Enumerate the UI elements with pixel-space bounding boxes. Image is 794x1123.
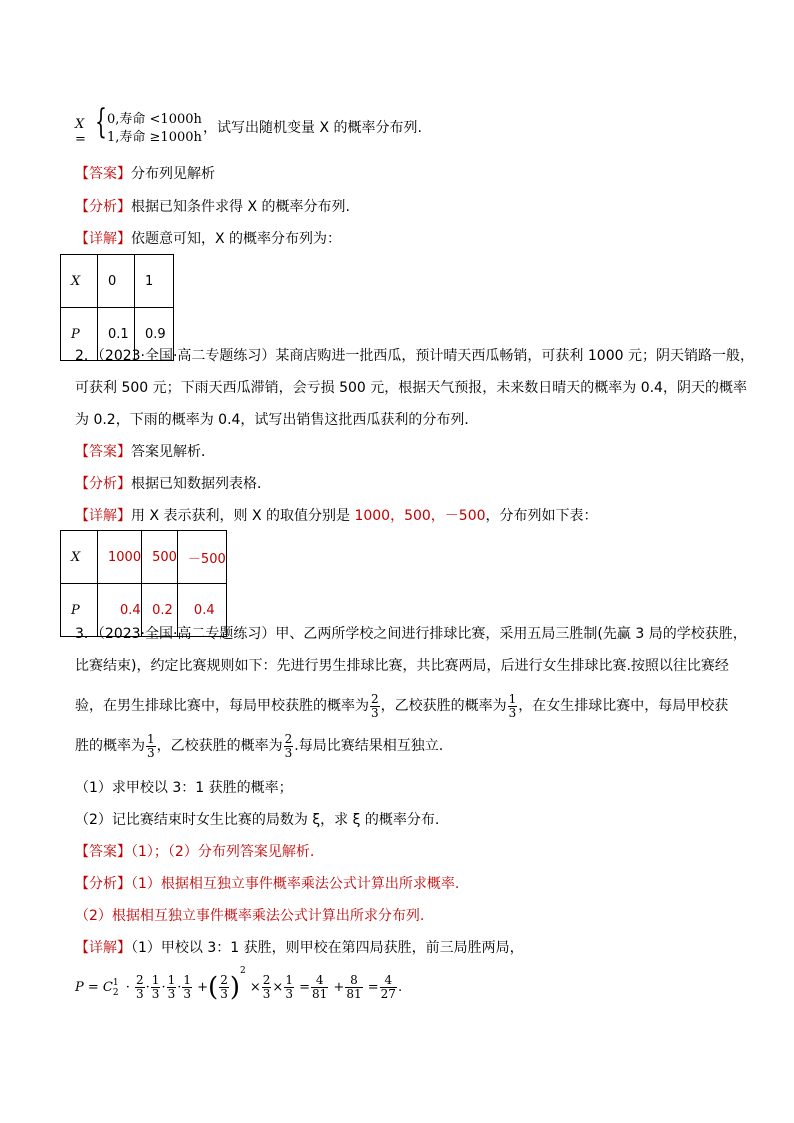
- analysis-text: （1）根据相互独立事件概率乘法公式计算出所求概率.: [131, 876, 460, 892]
- stem-text: .每局比赛结果相互独立.: [294, 738, 444, 754]
- q3-sub-question-2: （2）记比赛结束时女生比赛的局数为 ξ，求 ξ 的概率分布.: [75, 812, 440, 828]
- analysis-text: 根据已知数据列表格．: [131, 476, 271, 492]
- exponent: 2: [240, 966, 246, 976]
- analysis-tag: 【分析】: [75, 199, 131, 215]
- table-cell: P: [61, 308, 98, 361]
- q3-analysis-2: （2）根据相互独立事件概率乘法公式计算出所求分布列.: [75, 908, 425, 924]
- detail-text-end: ，分布列如下表：: [485, 508, 598, 524]
- table-cell: －500: [177, 531, 226, 584]
- table-cell: 500: [142, 531, 178, 584]
- stem-text: 验，在男生排球比赛中，每局甲校获胜的概率为: [75, 698, 369, 714]
- fraction: [370, 693, 380, 720]
- q1-distribution-table: [60, 254, 174, 361]
- numerator: 2: [371, 691, 379, 706]
- numerator: 1: [285, 973, 293, 987]
- stem-text: ，乙校获胜的概率为: [380, 698, 507, 714]
- fraction: [151, 974, 161, 1001]
- combination-sub: 2: [112, 987, 119, 998]
- numerator: 2: [136, 973, 144, 987]
- numerator: 4: [380, 974, 397, 988]
- numerator: 2: [220, 973, 228, 987]
- q3-detail: [75, 938, 524, 958]
- q2-stem-line-2: 可获利 500 元；下雨天西瓜滞销，会亏损 500 元，根据天气预报，未来数日晴天的概率为 0.4，阴天的概率: [75, 380, 747, 396]
- combination-indices: [113, 978, 119, 998]
- numerator: 2: [262, 973, 271, 987]
- probability-formula: P = C 1 2 · $\frac{2}{3}$ · $\frac{1}{3}$ · $\frac{1}{3}$ · $\frac{1}{3}$ +( $\frac{2}{3}$ )$^2$ × $\frac{2}{3}$ × $\frac{1}{3}$ = $\frac{4}{81}$ + $\frac{8}{81}$ = $\frac{4}{27}$ .: [75, 966, 403, 1003]
- denominator: 3: [285, 987, 293, 1001]
- table-row: [61, 255, 174, 308]
- detail-text: 用 X 表示获利，则 X 的取值分别是: [131, 508, 355, 524]
- table-cell: P: [61, 584, 98, 637]
- q3-stem-line-3: [75, 690, 728, 722]
- table-cell: X: [61, 255, 98, 308]
- q2-answer: [75, 442, 215, 462]
- detail-text: 依题意可知，X 的概率分布列为：: [131, 231, 342, 247]
- fraction: [311, 974, 328, 1001]
- answer-text: 答案见解析．: [131, 444, 215, 460]
- q1-answer: [75, 164, 215, 184]
- denominator: 27: [380, 987, 396, 1001]
- analysis-tag: 【分析】: [75, 876, 131, 892]
- stem-text: 胜的概率为: [75, 738, 145, 754]
- denominator: 3: [151, 987, 160, 1001]
- denominator: 3: [167, 987, 176, 1001]
- detail-text: （1）甲校以 3：1 获胜，则甲校在第四局获胜，前三局胜两局，: [131, 940, 524, 956]
- answer-text: （1）；（2）分布列答案见解析.: [131, 844, 315, 860]
- answer-text: 分布列见解析: [131, 166, 215, 182]
- denominator: 3: [262, 987, 271, 1001]
- detail-values: 1000，500，－500: [354, 508, 486, 524]
- piecewise-lhs: X =: [75, 117, 86, 147]
- denominator: 3: [220, 987, 228, 1001]
- piecewise-case-1: 0,寿命 <1000h: [107, 112, 202, 127]
- table-cell: 0.4: [98, 584, 142, 637]
- numerator: 8: [345, 974, 362, 988]
- numerator: 1: [183, 973, 191, 987]
- numerator: 4: [311, 974, 328, 988]
- fraction: [284, 733, 294, 760]
- numerator: 1: [508, 691, 517, 706]
- detail-tag: 【详解】: [75, 508, 131, 524]
- q3-stem-line-1: 3．（2023·全国·高二专题练习）甲、乙两所学校之间进行排球比赛，采用五局三胜制(先赢 3 局的学校获胜，: [75, 626, 747, 642]
- q2-distribution-table: [60, 530, 227, 637]
- q1-detail: [75, 229, 341, 249]
- answer-tag: 【答案】: [75, 844, 131, 860]
- q3-stem-line-2: 比赛结束)，约定比赛规则如下：先进行男生排球比赛，共比赛两局，后进行女生排球比赛.按照以往比赛经: [75, 658, 729, 674]
- denominator: 81: [346, 987, 362, 1001]
- q3-sub-question-1: （1）求甲校以 3：1 获胜的概率；: [75, 780, 293, 796]
- numerator: 1: [167, 973, 176, 987]
- detail-tag: 【详解】: [75, 940, 131, 956]
- q2-detail: [75, 506, 598, 526]
- stem-text: ，乙校获胜的概率为: [156, 738, 283, 754]
- table-cell: 0.4: [177, 584, 226, 637]
- table-cell: X: [61, 531, 98, 584]
- analysis-text: 根据已知条件求得 X 的概率分布列.: [131, 199, 350, 215]
- answer-tag: 【答案】: [75, 444, 131, 460]
- table-cell: 0.9: [135, 308, 174, 361]
- denominator: 3: [147, 745, 155, 760]
- fraction: [380, 974, 397, 1001]
- denominator: 81: [312, 987, 328, 1001]
- denominator: 3: [183, 987, 191, 1001]
- q1-analysis: [75, 197, 350, 217]
- q3-stem-line-4: [75, 730, 443, 762]
- numerator: 1: [151, 973, 160, 987]
- fraction: [135, 974, 145, 1001]
- table-cell: 0.1: [98, 308, 135, 361]
- table-cell: 0.2: [142, 584, 178, 637]
- fraction: [167, 974, 177, 1001]
- formula-lhs: P = C: [75, 980, 113, 995]
- q2-analysis: [75, 474, 271, 494]
- denominator: 3: [136, 987, 144, 1001]
- fraction: [262, 974, 272, 1001]
- table-cell: 1: [135, 255, 174, 308]
- q3-answer: [75, 842, 314, 862]
- fraction: [182, 974, 192, 1001]
- table-row: [61, 531, 227, 584]
- detail-tag: 【详解】: [75, 231, 131, 247]
- analysis-tag: 【分析】: [75, 476, 131, 492]
- denominator: 3: [508, 705, 517, 720]
- q3-analysis: [75, 874, 459, 894]
- fraction: [345, 974, 362, 1001]
- q2-stem-line-1: 2．（2023·全国·高二专题练习）某商店购进一批西瓜，预计晴天西瓜畅销，可获利 1000 元；阴天销路一般，: [75, 348, 754, 364]
- table-cell: 1000: [98, 531, 142, 584]
- denominator: 3: [371, 705, 379, 720]
- piecewise-case-2: 1,寿命 ≥1000h: [107, 130, 202, 145]
- denominator: 3: [284, 745, 293, 760]
- fraction: [146, 733, 156, 760]
- stem-text: ，在女生排球比赛中，每局甲校获: [518, 698, 729, 714]
- q2-stem-line-3: 为 0.2，下雨的概率为 0.4，试写出销售这批西瓜获利的分布列．: [75, 412, 479, 428]
- fraction: [284, 974, 294, 1001]
- fraction: [219, 974, 229, 1001]
- numerator: 1: [147, 731, 155, 746]
- answer-tag: 【答案】: [75, 166, 131, 182]
- numerator: 2: [284, 731, 293, 746]
- combination-sup: 1: [112, 977, 119, 988]
- fraction: [508, 693, 518, 720]
- table-cell: 0: [98, 255, 135, 308]
- brace-symbol: {: [95, 102, 107, 142]
- piecewise-tail: ，试写出随机变量 X 的概率分布列.: [203, 120, 422, 136]
